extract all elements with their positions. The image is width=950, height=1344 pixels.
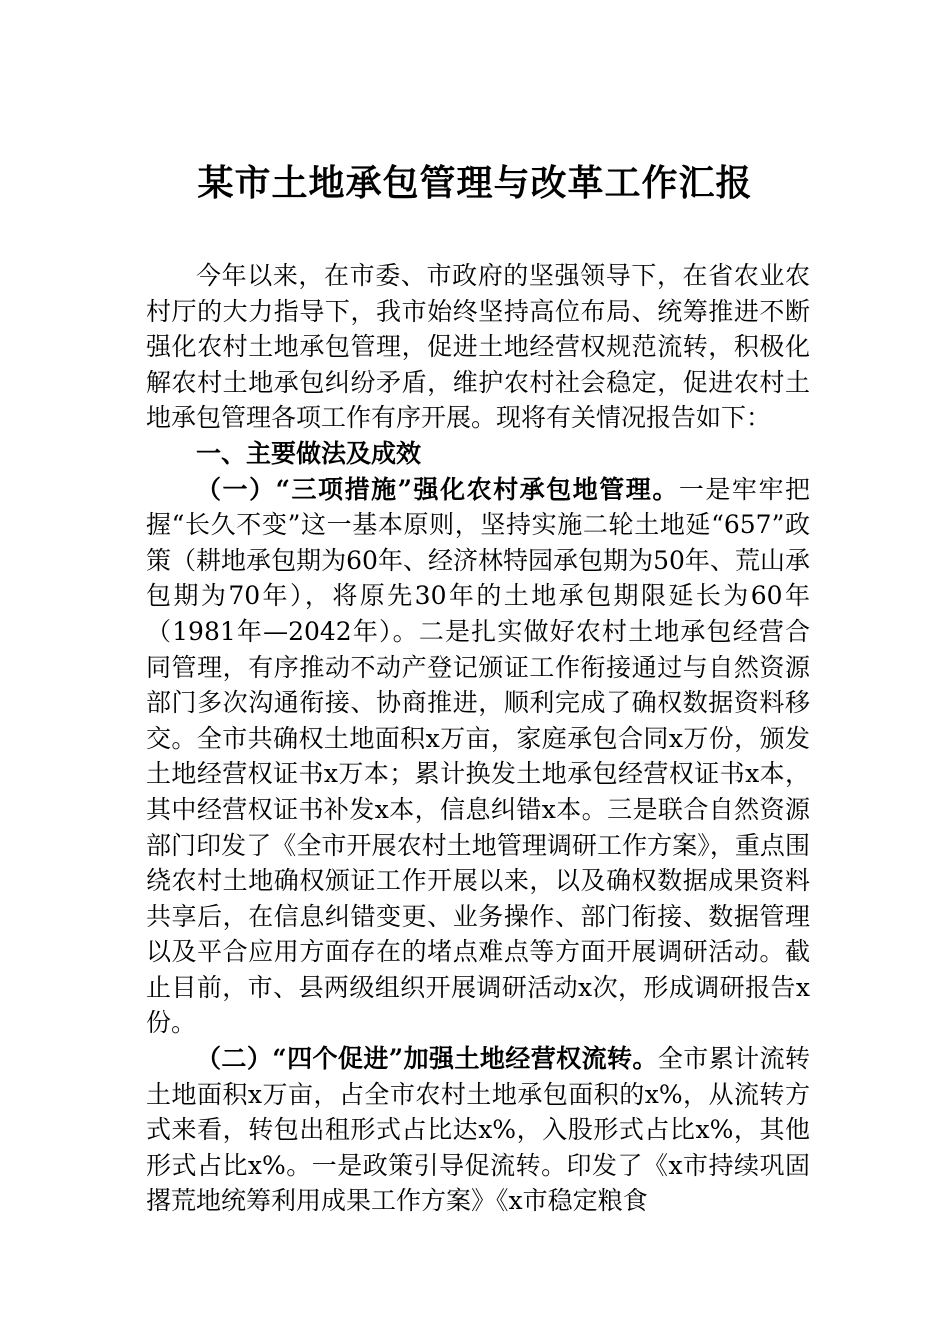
- subsection-2-heading: （二）“四个促进”加强土地经营权流转。: [196, 1044, 658, 1074]
- document-body: [146, 258, 810, 1219]
- subsection-2-paragraph: [146, 1041, 810, 1219]
- document-title: 某市土地承包管理与改革工作汇报: [197, 162, 753, 204]
- subsection-2-body: 全市累计流转土地面积x万亩，占全市农村土地承包面积的x%，从流转方式来看，转包出租形式占比达x%，入股形式占比x%，其他形式占比x%。一是政策引导促流转。印发了《x市持续巩固撂荒地统筹利用成果工作方案》《x市稳定粮食: [146, 1044, 810, 1216]
- subsection-1-body: 一是牢牢把握“长久不变”这一基本原则，坚持实施二轮土地延“657”政策（耕地承包期为60年、经济林特园承包期为50年、荒山承包期为70年），将原先30年的土地承包期限延长为60年（1981年—2042年）。二是扎实做好农村土地承包经营合同管理，有序推动不动产登记颁证工作衔接通过与自然资源部门多次沟通衔接、协商推进，顺利完成了确权数据资料移交。全市共确权土地面积x万亩，家庭承包合同x万份，颁发土地经营权证书x万本；累计换发土地承包经营权证书x本，其中经营权证书补发x本，信息纠错x本。三是联合自然资源部门印发了《全市开展农村土地管理调研工作方案》，重点围绕农村土地确权颁证工作开展以来，以及确权数据成果资料共享后，在信息纠错变更、业务操作、部门衔接、数据管理以及平合应用方面存在的堵点难点等方面开展调研活动。截止目前，市、县两级组织开展调研活动x次，形成调研报告x份。: [146, 474, 810, 1038]
- section-heading: 一、主要做法及成效: [196, 438, 422, 468]
- subsection-1-heading: （一）“三项措施”强化农村承包地管理。: [196, 474, 679, 504]
- intro-paragraph: 今年以来，在市委、市政府的坚强领导下，在省农业农村厅的大力指导下，我市始终坚持高位布局、统筹推进不断强化农村土地承包管理，促进土地经营权规范流转，积极化解农村土地承包纠纷矛盾，维护农村社会稳定，促进农村土地承包管理各项工作有序开展。现将有关情况报告如下：: [146, 261, 810, 433]
- subsection-1-paragraph: [146, 472, 810, 1042]
